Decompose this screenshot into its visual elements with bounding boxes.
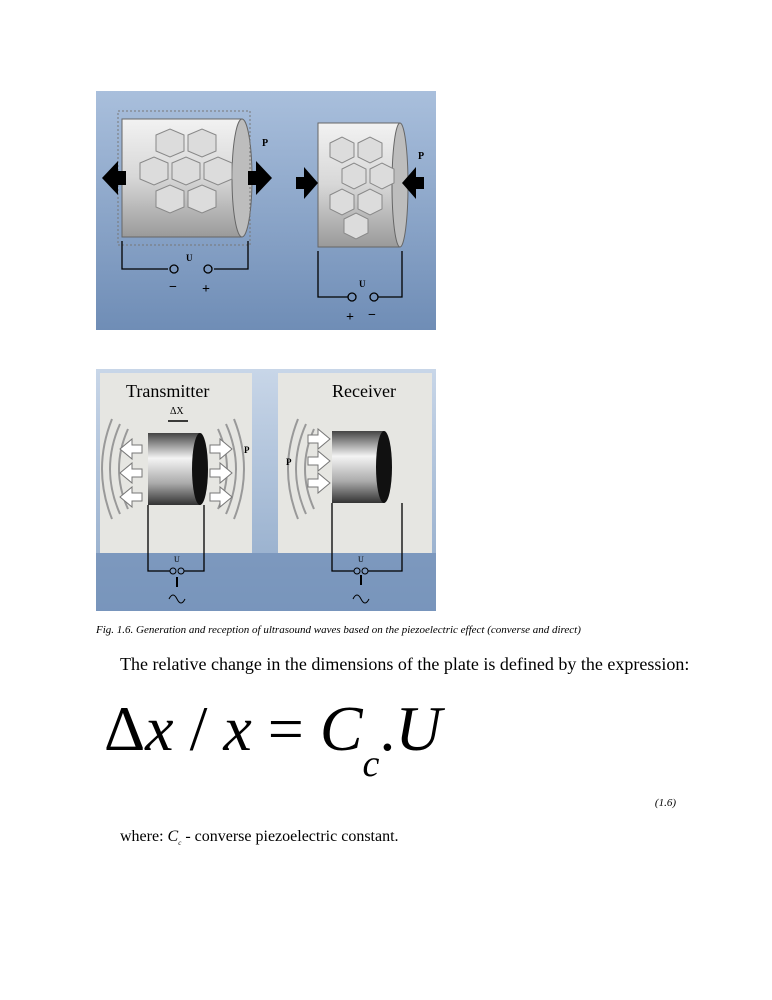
transmitter-pressure-label: P: [244, 445, 250, 455]
where-prefix: where:: [120, 828, 168, 845]
voltage-U: U: [395, 693, 442, 764]
equation-display: [104, 684, 504, 785]
compressed-plate: [318, 123, 408, 247]
equation-number: (1.6): [654, 797, 676, 809]
pressure-label-left: P: [262, 138, 269, 149]
constant-C: C: [319, 693, 363, 764]
delta-symbol: Δ: [104, 693, 146, 764]
minus-sign-left: −: [169, 280, 177, 295]
receiver-title: Receiver: [332, 381, 396, 401]
pressure-label-right: P: [418, 151, 425, 162]
where-clause: [120, 828, 399, 847]
equals-sign: =: [251, 693, 320, 764]
var-x-numerator: x: [145, 693, 174, 764]
where-subscript: c: [178, 839, 182, 848]
slash: /: [173, 693, 224, 764]
plus-sign-right: +: [346, 310, 354, 325]
piezo-effect-figure-top: [96, 91, 436, 330]
plus-sign-left: +: [202, 282, 210, 297]
var-x-denominator: x: [223, 693, 252, 764]
constant-subscript: c: [362, 743, 380, 785]
receiver-voltage-label: U: [358, 555, 364, 564]
where-text: - converse piezoelectric constant.: [181, 828, 399, 845]
body-paragraph: The relative change in the dimensions of the plate is defined by the expression:: [120, 654, 690, 674]
delta-x-label: ΔX: [170, 406, 184, 417]
voltage-label-left: U: [186, 253, 193, 263]
where-symbol: C: [167, 828, 179, 845]
dot-operator: .: [379, 693, 396, 764]
minus-sign-right: −: [368, 308, 376, 323]
transmitter-voltage-label: U: [174, 555, 180, 564]
figure-caption: Fig. 1.6. Generation and reception of ultrasound waves based on the piezoelectric effect (converse and direct): [96, 624, 581, 636]
voltage-label-right: U: [359, 279, 366, 289]
transmitter-title: Transmitter: [126, 381, 210, 401]
expanded-plate: [118, 111, 252, 245]
receiver-pressure-label: P: [286, 457, 292, 467]
transmitter-receiver-figure: [96, 369, 436, 611]
